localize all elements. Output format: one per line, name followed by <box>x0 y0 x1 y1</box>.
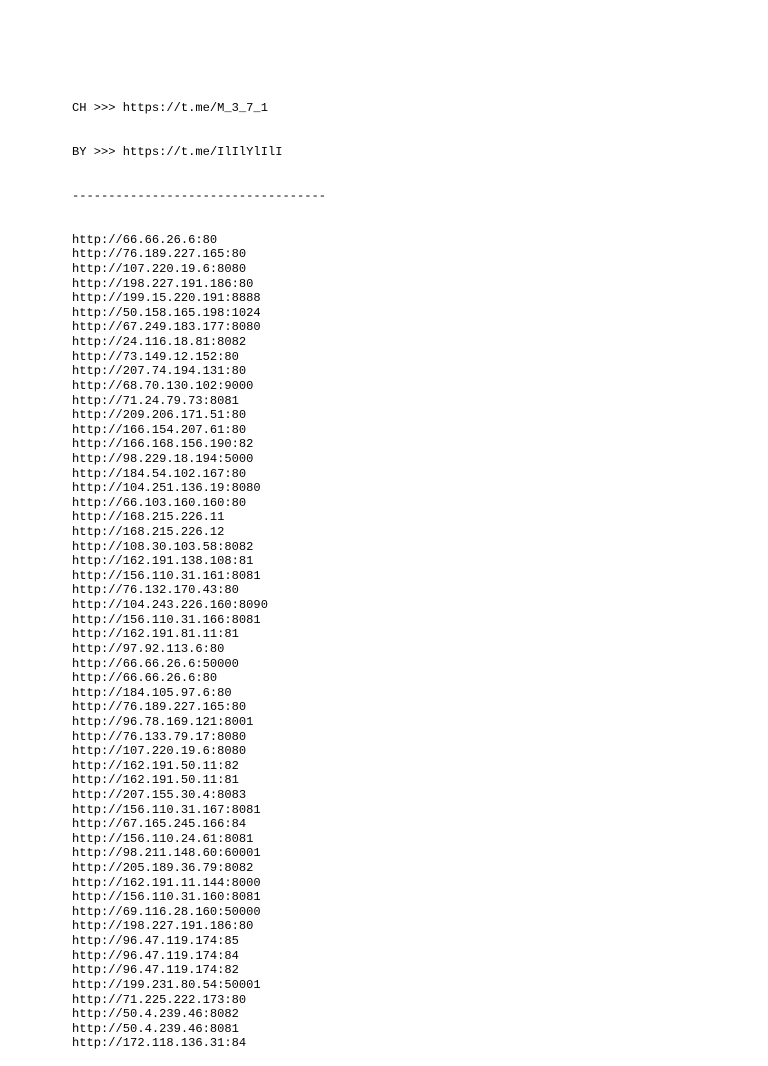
proxy-entry: http://71.24.79.73:8081 <box>72 393 239 408</box>
proxy-entry: http://66.103.160.160:80 <box>72 495 247 510</box>
proxy-entry: http://205.189.36.79:8082 <box>72 861 254 876</box>
proxy-entry: http://199.231.80.54:50001 <box>72 977 261 992</box>
proxy-entry: http://96.78.169.121:8001 <box>72 714 254 729</box>
proxy-entry: http://96.47.119.174:82 <box>72 963 239 978</box>
proxy-entry: http://66.66.26.6:50000 <box>72 656 239 671</box>
proxy-entry: http://162.191.50.11:81 <box>72 773 239 788</box>
proxy-entry: http://198.227.191.186:80 <box>72 276 254 291</box>
author-line: BY >>> https://t.me/IlIlYlIlI <box>72 145 283 160</box>
proxy-entry: http://68.70.130.102:9000 <box>72 378 254 393</box>
proxy-entry: http://172.118.136.31:84 <box>72 1036 247 1051</box>
proxy-entry: http://98.229.18.194:5000 <box>72 451 254 466</box>
proxy-list <box>72 233 692 1051</box>
proxy-entry: http://73.149.12.152:80 <box>72 349 239 364</box>
proxy-entry: http://184.54.102.167:80 <box>72 466 247 481</box>
proxy-entry: http://207.155.30.4:8083 <box>72 787 247 802</box>
proxy-entry: http://199.15.220.191:8888 <box>72 291 261 306</box>
proxy-entry: http://107.220.19.6:8080 <box>72 744 247 759</box>
proxy-entry: http://207.74.194.131:80 <box>72 364 247 379</box>
proxy-entry: http://156.110.31.161:8081 <box>72 568 261 583</box>
proxy-entry: http://50.4.239.46:8082 <box>72 1007 239 1022</box>
proxy-list-document <box>72 72 692 1066</box>
proxy-entry: http://96.47.119.174:85 <box>72 934 239 949</box>
proxy-entry: http://107.220.19.6:8080 <box>72 262 247 277</box>
proxy-entry: http://69.116.28.160:50000 <box>72 904 261 919</box>
proxy-entry: http://198.227.191.186:80 <box>72 919 254 934</box>
proxy-entry: http://67.165.245.166:84 <box>72 817 247 832</box>
proxy-entry: http://168.215.226.12 <box>72 525 225 540</box>
proxy-entry: http://162.191.138.108:81 <box>72 554 254 569</box>
proxy-entry: http://76.133.79.17:8080 <box>72 729 247 744</box>
proxy-entry: http://104.243.226.160:8090 <box>72 598 268 613</box>
proxy-entry: http://104.251.136.19:8080 <box>72 481 261 496</box>
proxy-entry: http://209.206.171.51:80 <box>72 408 247 423</box>
proxy-entry: http://156.110.24.61:8081 <box>72 831 254 846</box>
proxy-entry: http://71.225.222.173:80 <box>72 992 247 1007</box>
proxy-entry: http://67.249.183.177:8080 <box>72 320 261 335</box>
proxy-entry: http://66.66.26.6:80 <box>72 671 218 686</box>
proxy-entry: http://50.4.239.46:8081 <box>72 1021 239 1036</box>
proxy-entry: http://162.191.81.11:81 <box>72 627 239 642</box>
proxy-entry: http://162.191.50.11:82 <box>72 758 239 773</box>
proxy-entry: http://166.154.207.61:80 <box>72 422 247 437</box>
proxy-entry: http://98.211.148.60:60001 <box>72 846 261 861</box>
separator-line: ----------------------------------- <box>72 188 327 203</box>
proxy-entry: http://156.110.31.160:8081 <box>72 890 261 905</box>
proxy-entry: http://184.105.97.6:80 <box>72 685 232 700</box>
proxy-entry: http://162.191.11.144:8000 <box>72 875 261 890</box>
proxy-entry: http://50.158.165.198:1024 <box>72 305 261 320</box>
proxy-entry: http://24.116.18.81:8082 <box>72 335 247 350</box>
proxy-entry: http://76.189.227.165:80 <box>72 700 247 715</box>
proxy-entry: http://66.66.26.6:80 <box>72 232 218 247</box>
proxy-entry: http://96.47.119.174:84 <box>72 948 239 963</box>
channel-line: CH >>> https://t.me/M_3_7_1 <box>72 101 268 116</box>
proxy-entry: http://76.189.227.165:80 <box>72 247 247 262</box>
proxy-entry: http://156.110.31.167:8081 <box>72 802 261 817</box>
proxy-entry: http://97.92.113.6:80 <box>72 641 225 656</box>
proxy-entry: http://76.132.170.43:80 <box>72 583 239 598</box>
proxy-entry: http://166.168.156.190:82 <box>72 437 254 452</box>
proxy-entry: http://108.30.103.58:8082 <box>72 539 254 554</box>
proxy-entry: http://156.110.31.166:8081 <box>72 612 261 627</box>
proxy-entry: http://168.215.226.11 <box>72 510 225 525</box>
